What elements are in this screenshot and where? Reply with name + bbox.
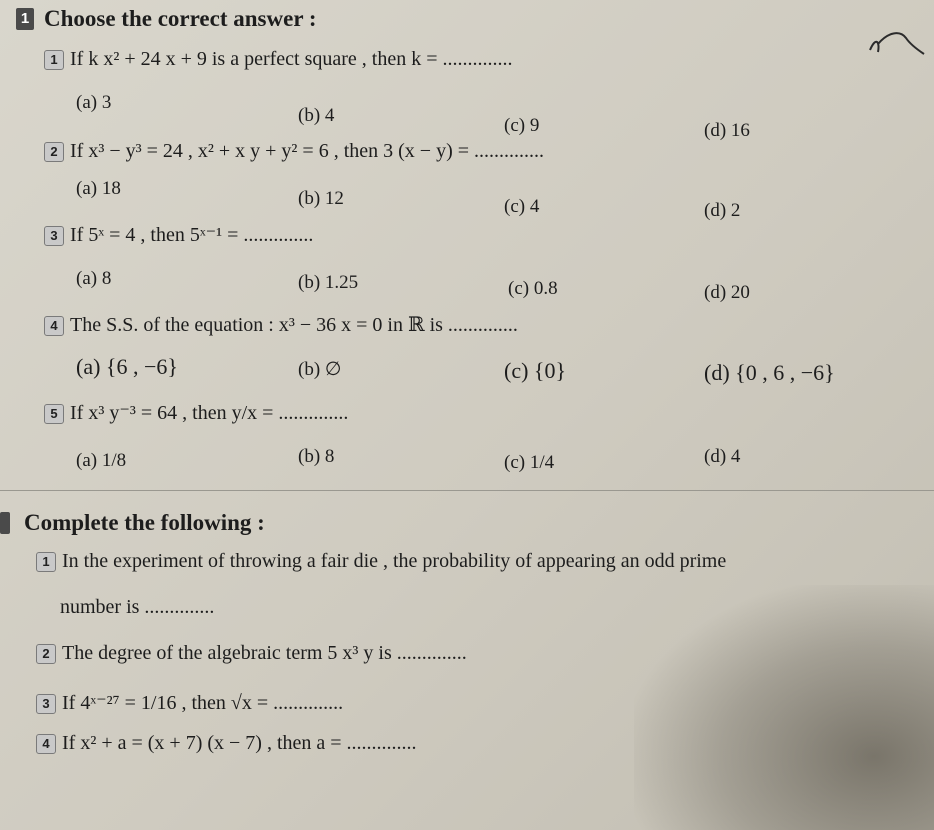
option-c: (c) 0.8	[508, 278, 558, 299]
option-b: (b) ∅	[298, 359, 342, 380]
option-a: (a) 1/8	[76, 450, 127, 471]
option-a: (a) {6 , −6}	[76, 354, 178, 379]
item-text-line-1: In the experiment of throwing a fair die , the probability of appearing an odd prime	[62, 550, 727, 572]
option-d: (d) 4	[704, 446, 741, 467]
item-number: 4	[36, 734, 56, 754]
question-number: 2	[44, 142, 64, 162]
option-a: (a) 3	[76, 92, 112, 113]
complete-item-3	[36, 690, 343, 715]
option-c: (c) 4	[504, 196, 540, 217]
option-b: (b) 4	[298, 105, 335, 126]
question-number: 3	[44, 226, 64, 246]
item-text: If 4ˣ⁻²⁷ = 1/16 , then √x = ..............	[62, 692, 344, 714]
item-number: 2	[36, 644, 56, 664]
option-d: (d) {0 , 6 , −6}	[704, 360, 835, 385]
option-b: (b) 12	[298, 188, 344, 209]
option-c: (c) {0}	[504, 358, 567, 383]
question-stem: The S.S. of the equation : x³ − 36 x = 0 in ℝ is ..............	[70, 314, 518, 336]
option-a: (a) 18	[76, 178, 121, 199]
item-number: 1	[36, 552, 56, 572]
option-c: (c) 1/4	[504, 452, 555, 473]
question-1	[44, 48, 513, 71]
option-d: (d) 16	[704, 120, 750, 141]
question-number: 1	[44, 50, 64, 70]
item-number: 3	[36, 694, 56, 714]
question-4	[44, 312, 518, 337]
question-5	[44, 400, 348, 425]
item-text-line-2: number is ..............	[60, 596, 215, 618]
question-stem: If x³ − y³ = 24 , x² + x y + y² = 6 , then 3 (x − y) = ..............	[70, 140, 545, 162]
option-b: (b) 1.25	[298, 272, 359, 293]
pen-mark-icon	[866, 28, 926, 68]
question-number: 4	[44, 316, 64, 336]
question-stem: If 5ˣ = 4 , then 5ˣ⁻¹ = ..............	[70, 224, 314, 246]
question-stem: If k x² + 24 x + 9 is a perfect square , then k = ..............	[70, 48, 513, 70]
option-d: (d) 2	[704, 200, 741, 221]
item-text: The degree of the algebraic term 5 x³ y is ..............	[62, 642, 467, 664]
question-3	[44, 222, 313, 247]
complete-item-2	[36, 642, 467, 665]
section-divider	[0, 490, 934, 491]
question-2	[44, 140, 544, 163]
option-c: (c) 9	[504, 115, 540, 136]
option-d: (d) 20	[704, 282, 750, 303]
section-title: Complete the following :	[24, 510, 265, 535]
question-stem: If x³ y⁻³ = 64 , then y/x = ..............	[70, 402, 349, 424]
section-number-badge: 1	[16, 8, 34, 30]
section-number-badge	[0, 512, 10, 534]
question-number: 5	[44, 404, 64, 424]
option-a: (a) 8	[76, 268, 112, 289]
hand-shadow	[634, 585, 934, 830]
option-b: (b) 8	[298, 446, 335, 467]
complete-item-1	[36, 550, 726, 573]
complete-item-4	[36, 732, 417, 755]
section-title: Choose the correct answer :	[44, 6, 317, 31]
item-text: If x² + a = (x + 7) (x − 7) , then a = ..............	[62, 732, 417, 754]
